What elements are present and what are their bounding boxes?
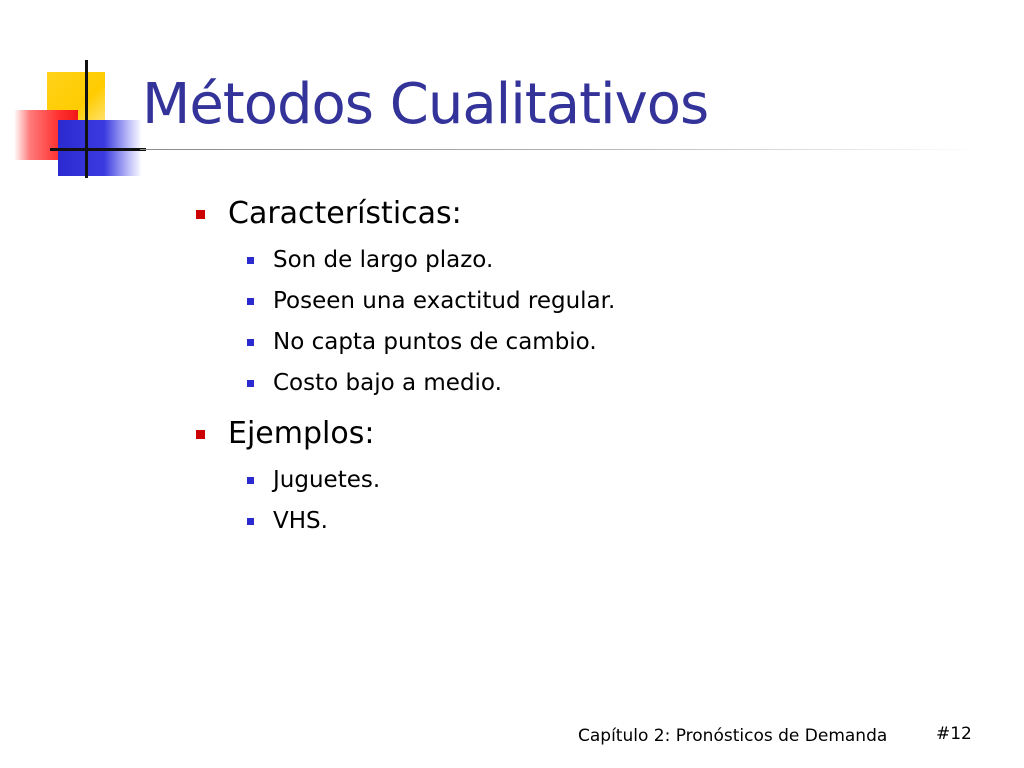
slide-footer: Capítulo 2: Pronósticos de Demanda: [578, 726, 888, 746]
slide-content: [196, 194, 956, 552]
list-item: [247, 363, 956, 404]
list-item: [247, 501, 956, 542]
list-item-caracteristicas: [196, 194, 956, 404]
list-item-text: Juguetes.: [273, 467, 381, 493]
list-item: [247, 322, 956, 363]
list-item: [247, 281, 956, 322]
title-underline: [140, 149, 980, 150]
section-label: Ejemplos:: [228, 416, 375, 451]
list-item-text: Costo bajo a medio.: [273, 370, 502, 396]
small-square-bullet-icon: [247, 298, 254, 305]
list-item-text: Son de largo plazo.: [273, 247, 494, 273]
bullet-list: [196, 194, 956, 542]
list-item: [247, 240, 956, 281]
section-label: Características:: [228, 196, 462, 231]
small-square-bullet-icon: [247, 380, 254, 387]
small-square-bullet-icon: [247, 339, 254, 346]
small-square-bullet-icon: [247, 477, 254, 484]
list-item-text: Poseen una exactitud regular.: [273, 288, 616, 314]
list-item-text: VHS.: [273, 508, 328, 534]
list-item-text: No capta puntos de cambio.: [273, 329, 597, 355]
sub-bullet-list: [228, 460, 956, 542]
square-bullet-icon: [196, 430, 205, 439]
sub-bullet-list: [228, 240, 956, 404]
slide-title: Métodos Cualitativos: [142, 72, 709, 137]
square-bullet-icon: [196, 210, 205, 219]
list-item-ejemplos: [196, 414, 956, 542]
page-number: #12: [936, 724, 972, 744]
small-square-bullet-icon: [247, 518, 254, 525]
small-square-bullet-icon: [247, 257, 254, 264]
list-item: [247, 460, 956, 501]
